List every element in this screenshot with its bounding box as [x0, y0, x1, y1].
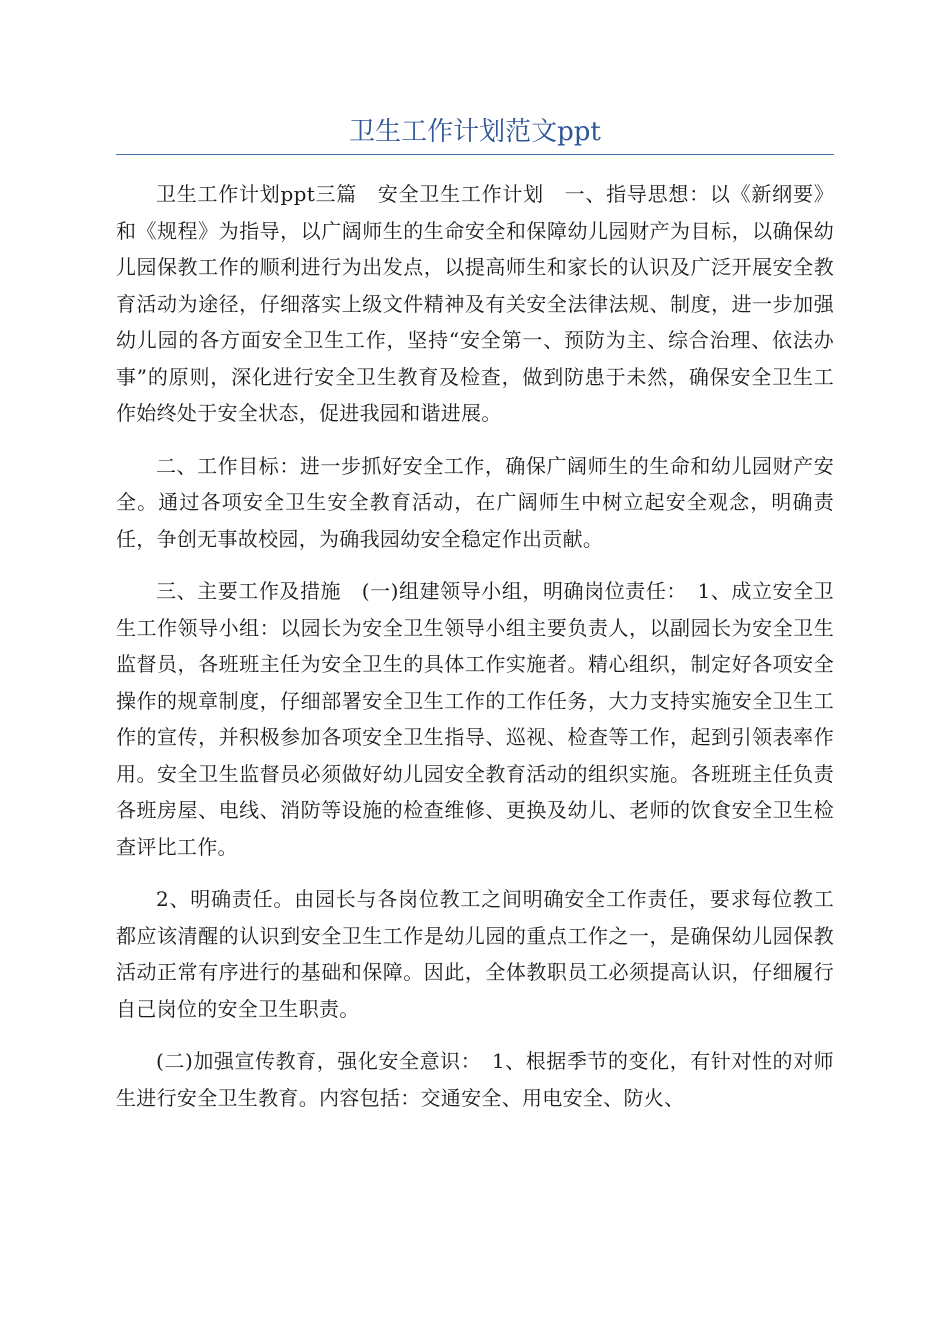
document-body	[116, 176, 834, 1132]
paragraph-work-goals: 二、工作目标：进一步抓好安全工作，确保广阔师生的生命和幼儿园财产安全。通过各项安全卫生安全教育活动，在广阔师生中树立起安全观念，明确责任，争创无事故校园，为确我园幼安全稳定作出贡献。	[116, 453, 834, 551]
title-underline	[116, 154, 834, 155]
paragraph-guiding-ideology: 卫生工作计划ppt三篇 安全卫生工作计划 一、指导思想：以《新纲要》和《规程》为指导，以广阔师生的生命安全和保障幼儿园财产为目标，以确保幼儿园保教工作的顺利进行为出发点，以提高师生和家长的认识及广泛开展安全教育活动为途径，仔细落实上级文件精神及有关安全法律法规、制度，进一步加强幼儿园的各方面安全卫生工作，坚持“安全第一、预防为主、综合治理、依法办事”的原则，深化进行安全卫生教育及检查，做到防患于未然，确保安全卫生工作始终处于安全状态，促进我园和谐进展。	[116, 182, 834, 425]
paragraph-publicity-education: (二)加强宣传教育，强化安全意识： 1、根据季节的变化，有针对性的对师生进行安全卫生教育。内容包括：交通安全、用电安全、防火、	[116, 1049, 834, 1110]
document-title: 卫生工作计划范文ppt	[349, 117, 601, 147]
paragraph-main-measures: 三、主要工作及措施 (一)组建领导小组，明确岗位责任： 1、成立安全卫生工作领导小组：以园长为安全卫生领导小组主要负责人，以副园长为安全卫生监督员，各班班主任为安全卫生的具体工作实施者。精心组织，制定好各项安全操作的规章制度，仔细部署安全卫生工作的工作任务，大力支持实施安全卫生工作的宣传，并积极参加各项安全卫生指导、巡视、检查等工作，起到引领表率作用。安全卫生监督员必须做好幼儿园安全教育活动的组织实施。各班班主任负责各班房屋、电线、消防等设施的检查维修、更换及幼儿、老师的饮食安全卫生检查评比工作。	[116, 579, 834, 859]
paragraph-clarify-responsibility: 2、明确责任。由园长与各岗位教工之间明确安全工作责任，要求每位教工都应该清醒的认识到安全卫生工作是幼儿园的重点工作之一，是确保幼儿园保教活动正常有序进行的基础和保障。因此，全体教职员工必须提高认识，仔细履行自己岗位的安全卫生职责。	[116, 887, 834, 1021]
